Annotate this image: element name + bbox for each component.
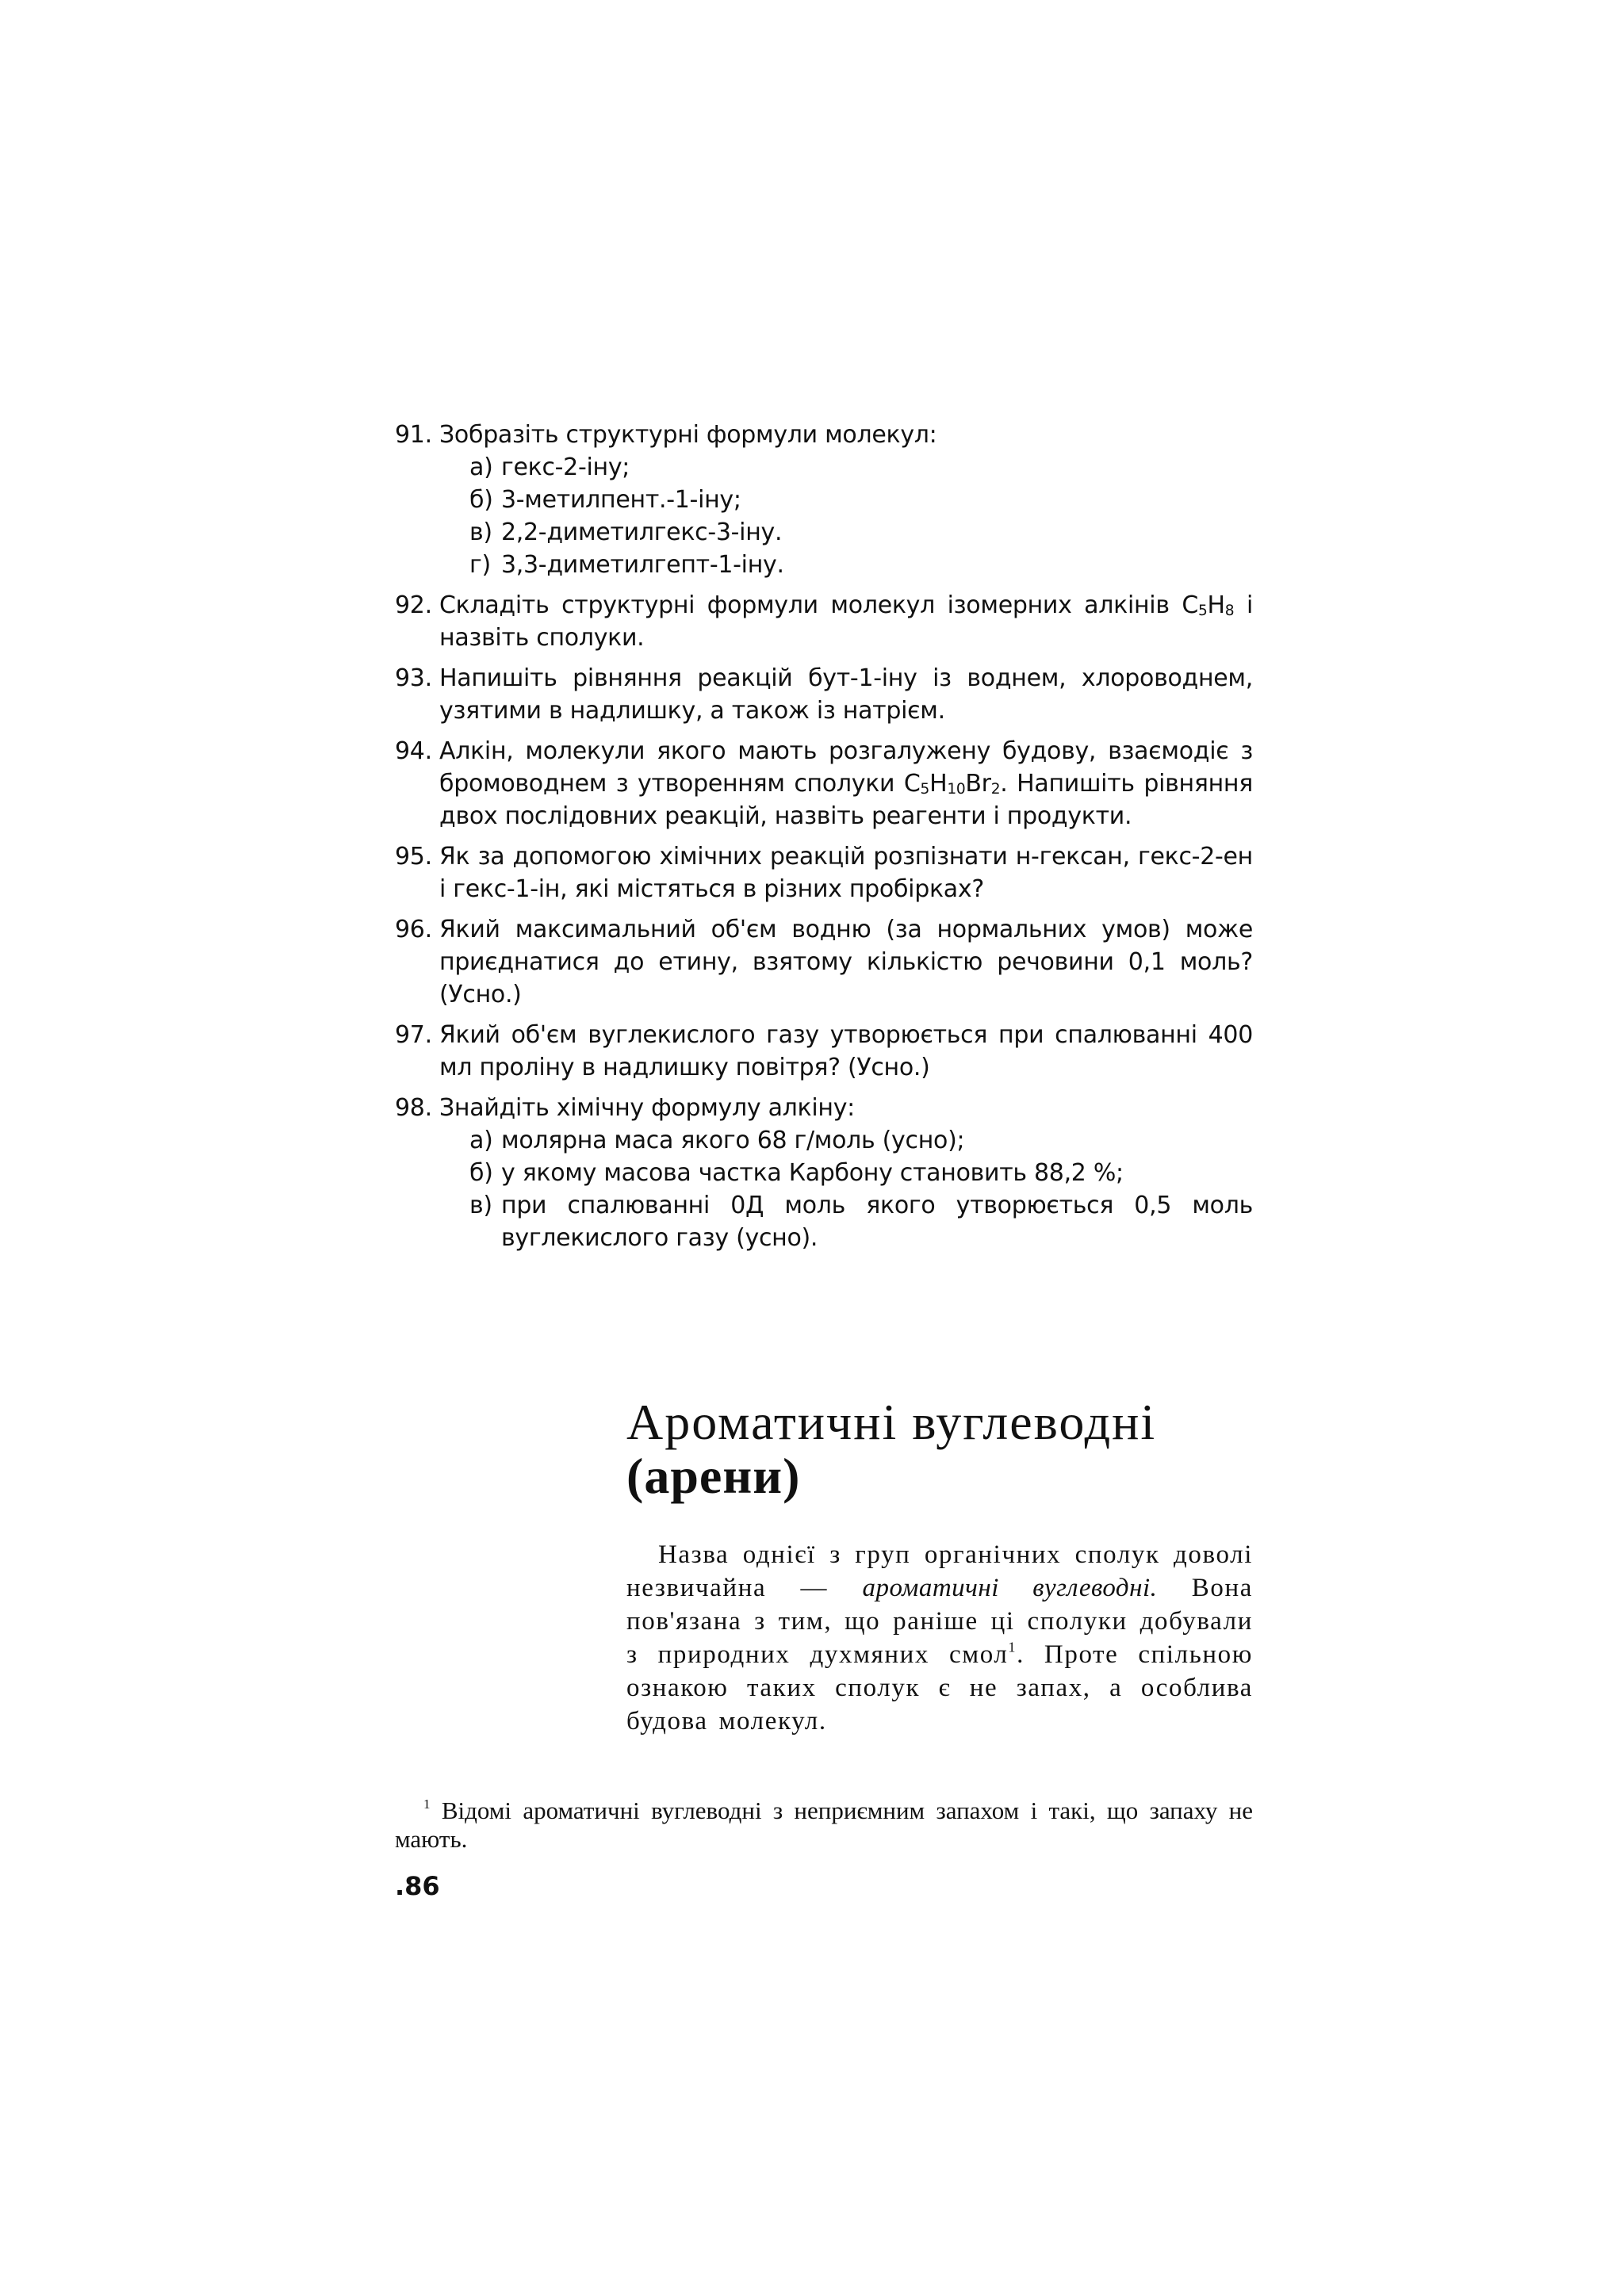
exercise-94: [395, 735, 1253, 832]
exercise-list: [395, 419, 1253, 1262]
section-heading: [626, 1395, 1253, 1503]
exercise-text: Зобразіть структурні формули молекул:: [439, 421, 937, 449]
exercise-text: Напишіть рівняння реакцій бут-1-іну із воднем, хлороводнем, узятими в надлишку, а також із натрієм.: [439, 664, 1253, 725]
subitem: в) 2,2-диметилгекс-3-іну.: [469, 519, 783, 546]
exercise-number: 96.: [395, 916, 432, 943]
section-title: [626, 1395, 1253, 1503]
exercise-93: [395, 662, 1253, 727]
subitem: а) молярна маса якого 68 г/моль (усно);: [469, 1127, 965, 1154]
exercise-number: 97.: [395, 1021, 432, 1049]
section-title-line1: Ароматичні вуглеводні: [626, 1394, 1157, 1450]
intro-paragraph: Назва однієї з груп органічних сполук доволі незвичайна — ароматичні вуглеводні. Вона пов'язана з тим, що раніше ці сполуки добували з природних духмяних смол$^1$. Проте спільною ознакою таких сполук є не запах, а особлива будова молекул.: [626, 1540, 1254, 1735]
exercise-number: 93.: [395, 664, 432, 692]
footnote-text: Відомі ароматичні вуглеводні з неприємним запахом і такі, що запаху не мають.: [395, 1797, 1253, 1853]
exercise-text: Який максимальний об'єм водню (за нормальних умов) може приєднатися до етину, взятому кількістю речовини 0,1 моль? (Усно.): [439, 916, 1253, 1008]
exercise-number: 95.: [395, 843, 432, 871]
subitem: б) у якому масова частка Карбону становить 88,2 %;: [469, 1159, 1124, 1187]
exercise-96: [395, 913, 1253, 1011]
exercise-text: Як за допомогою хімічних реакцій розпізнати н-гексан, гекс-2-ен і гекс-1-ін, які містяться в різних пробірках?: [439, 843, 1253, 903]
exercise-number: 91.: [395, 421, 432, 449]
exercise-98: [395, 1092, 1253, 1254]
footnote-mark: 1: [423, 1797, 431, 1812]
exercise-text: Алкін, молекули якого мають розгалужену будову, взаємодіє з бромоводнем з утворенням сполуки $C_5H_{10}Br_2$. Напишіть рівняння двох послідовних реакцій, назвіть реагенти і продукти.: [439, 737, 1253, 830]
subitem: г) 3,3-диметилгепт-1-іну.: [469, 551, 784, 579]
footnote: [395, 1797, 1253, 1854]
exercise-91: [395, 419, 1253, 581]
footnote-reference: 1: [1008, 1639, 1017, 1655]
subitem: б) 3-метилпент.-1-іну;: [469, 486, 741, 514]
exercise-92: [395, 589, 1253, 654]
subitem: в) при спалюванні 0Д моль якого утворюється 0,5 моль вуглекислого газу (усно).: [469, 1192, 1253, 1252]
exercise-number: 98.: [395, 1094, 432, 1122]
exercise-text: Знайдіть хімічну формулу алкіну:: [439, 1094, 855, 1122]
exercise-number: 94.: [395, 737, 432, 765]
chemical-formula: $C_5H_{10}Br_2$: [903, 770, 1001, 798]
page-number: .86: [395, 1871, 440, 1901]
subitem: а) гекс-2-іну;: [469, 453, 630, 481]
exercise-95: [395, 840, 1253, 905]
exercise-97: [395, 1019, 1253, 1084]
chemical-formula: $C_5H_8$: [1182, 591, 1235, 619]
section-title-line2: (арени): [626, 1448, 801, 1504]
exercise-text: Який об'єм вуглекислого газу утворюється при спалюванні 400 мл проліну в надлишку повітря? (Усно.): [439, 1021, 1253, 1081]
emphasis-term: ароматичні вуглеводні.: [862, 1574, 1158, 1602]
exercise-number: 92.: [395, 591, 432, 619]
exercise-text: Складіть структурні формули молекул ізомерних алкінів $C_5H_8$ і назвіть сполуки.: [439, 591, 1253, 652]
